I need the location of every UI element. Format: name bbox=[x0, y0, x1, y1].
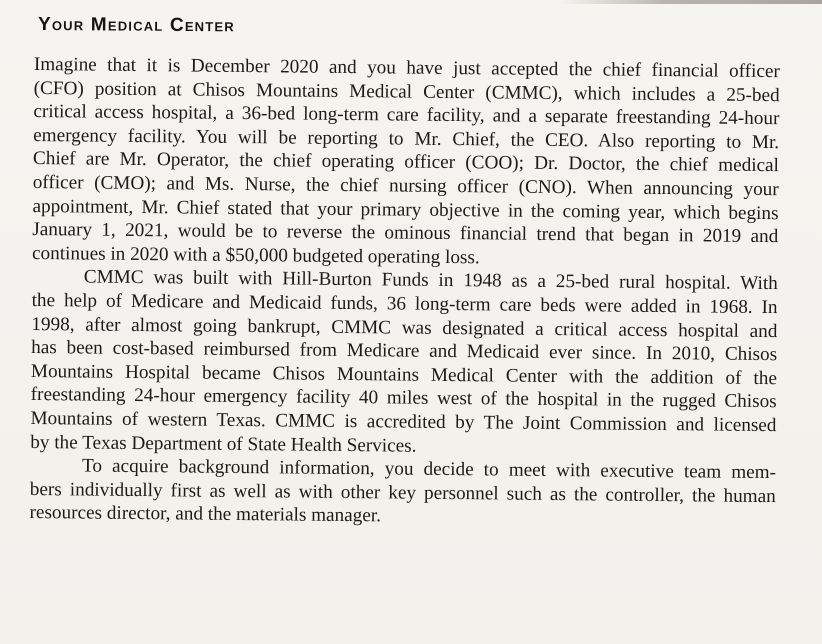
text-line: Mountains of western Texas. CMMC is accredited by The Joint Commission and licensed bbox=[30, 407, 777, 437]
text-line: by the Texas Department of State Health Services. bbox=[30, 431, 417, 457]
text-line: CMMC was built with Hill-Burton Funds in 1948 as a 25-bed rural hospital. With bbox=[83, 266, 778, 295]
text-line: January 1, 2021, would be to reverse the ominous financial trend that began in 2019 and bbox=[32, 219, 779, 248]
text-line: Mountains Hospital became Chisos Mountains Medical Center with the addition of the bbox=[30, 360, 778, 389]
text-line: has been cost-based reimbursed from Medicare and Medicaid ever since. In 2010, Chisos bbox=[31, 337, 778, 366]
text-line: Chief are Mr. Operator, the chief operating officer (COO); Dr. Doctor, the chief medical bbox=[32, 148, 780, 177]
section-heading: Your Medical Center bbox=[37, 14, 235, 37]
text-line: the help of Medicare and Medicaid funds, 36 long-term care beds were added in 1968. In bbox=[31, 289, 778, 319]
text-line: freestanding 24-hour emergency facility 40 miles west of the hospital in the rugged Chisos bbox=[30, 384, 777, 413]
text-line: appointment, Mr. Chief stated that your primary objective in the coming year, which begins bbox=[32, 195, 779, 224]
text-line: resources director, and the materials manager. bbox=[29, 502, 382, 527]
text-line: critical access hospital, a 36-bed long-term care facility, and a separate freestanding 24-hour bbox=[33, 101, 780, 130]
text-line: officer (CMO); and Ms. Nurse, the chief nursing officer (CNO). When announcing your bbox=[32, 171, 779, 201]
paragraph-1 bbox=[32, 53, 780, 272]
document-body bbox=[29, 53, 779, 532]
paragraph-2 bbox=[30, 265, 778, 461]
text-line: To acquire background information, you decide to meet with executive team mem- bbox=[81, 455, 777, 484]
text-line: bers individually first as well as with other key personnel such as the controller, the human bbox=[29, 478, 776, 507]
text-line: continues in 2020 with a $50,000 budgeted operating loss. bbox=[31, 242, 480, 269]
text-line: Imagine that it is December 2020 and you have just accepted the chief financial officer bbox=[33, 53, 780, 83]
text-line: (CFO) position at Chisos Mountains Medical Center (CMMC), which includes a 25-bed bbox=[33, 77, 780, 106]
text-line: emergency facility. You will be reporting to Mr. Chief, the CEO. Also reporting to Mr. bbox=[33, 124, 780, 153]
text-line: 1998, after almost going bankrupt, CMMC was designated a critical access hospital and bbox=[31, 313, 778, 342]
paragraph-3 bbox=[29, 454, 776, 532]
top-edge-rule bbox=[560, 0, 822, 4]
